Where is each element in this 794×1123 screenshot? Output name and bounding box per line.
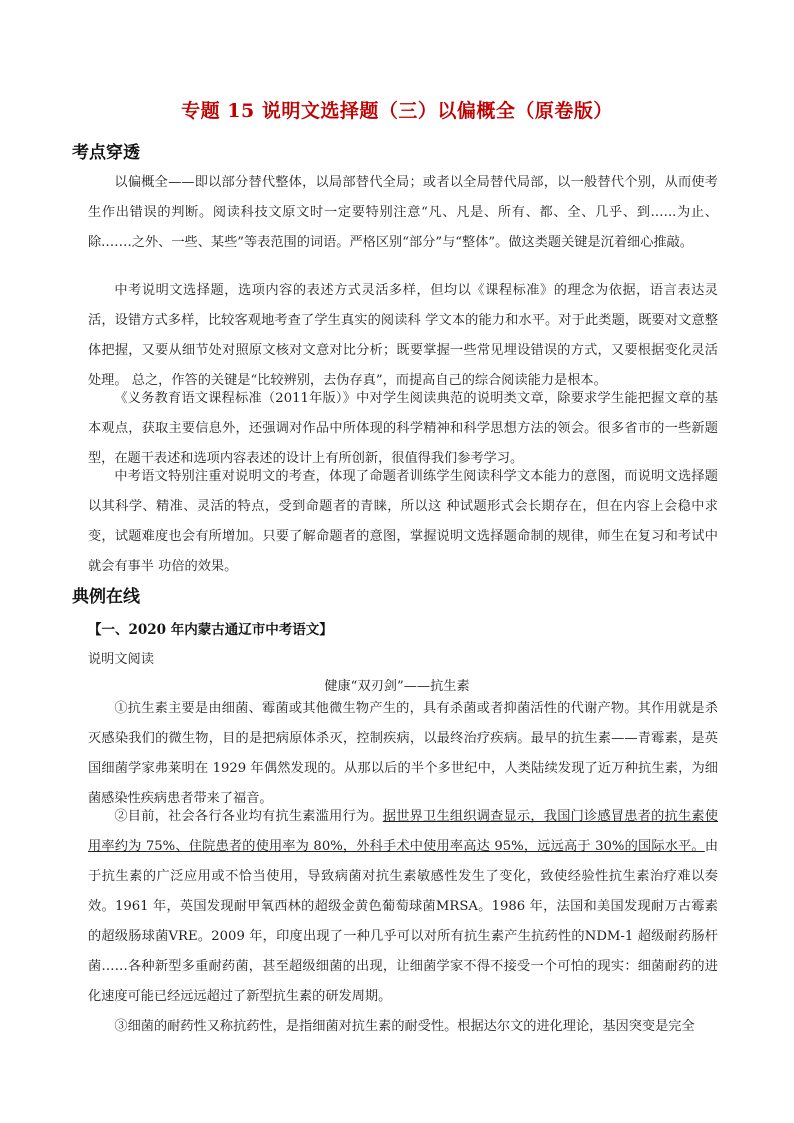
- article-p2-rest: 由于抗生素的广泛应用或不恰当使用，导致病菌对抗生素敏感性发生了变化，致使经验性抗生素治疗难以奏效。1961 年，英国发现耐甲氧西林的超级金黄色葡萄球菌MRSA。1986 年，法国和美国发现耐万古霉素的超级肠球菌VRE。2009 年，印度出现了一种几乎可以对所有抗生素产生抗药性的NDM-1 超级耐药肠杆菌……各种新型多重耐药菌，甚至超级细菌的出现，让细菌学家不得不接受一个可怕的现实：细菌耐药的进化速度可能已经远远超过了新型抗生素的研发周期。: [88, 839, 718, 1004]
- section-heading-dianli: 典例在线: [72, 587, 140, 607]
- intro-paragraph-3: 《义务教育语文课程标准（2011年版）》中对学生阅读典范的说明类文章，除要求学生能把握文章的基本观点，获取主要信息外，还强调对作品中所体现的科学精神和科学思想方法的领会。很多省市的一些新题型，在题干表述和选项内容表述的设计上有所创新，很值得我们参考学习。: [88, 391, 718, 466]
- example-source-label: 【一、2020 年内蒙古通辽市中考语文】: [88, 622, 333, 638]
- article-paragraph-2: [88, 802, 718, 1012]
- page-title: 专题 15 说明文选择题（三）以偏概全（原卷版）: [181, 100, 613, 122]
- section-heading-kaodian: 考点穿透: [72, 143, 140, 163]
- intro-paragraph-1: 以偏概全——即以部分替代整体，以局部替代全局；或者以全局替代局部，以一般替代个别，从而使考生作出错误的判断。阅读科技文原文时一定要特别注意“凡、凡是、所有、都、全、几乎、到.…..为止、除.……之外、一些、某些”等表范围的词语。严格区别“部分”与“整体”。做这类题关键是沉着细心推敲。: [88, 175, 718, 250]
- article-p2-intro: ②目前，社会各行各业均有抗生素滥用行为。: [114, 809, 383, 824]
- intro-paragraph-2: 中考说明文选择题，选项内容的表述方式灵活多样，但均以《课程标准》的理念为依据，语言表达灵活，设错方式多样，比较客观地考查了学生真实的阅读科 学文本的能力和水平。对于此类题，既要对文意整体把握，又要从细节处对照原文核对文意对比分析；既要掌握一些常见埋设错误的方式，又要根据变化灵活处理。 总之，作答的关键是“比较辨别，去伪存真”，而提高自己的综合阅读能力是根本。: [88, 283, 718, 388]
- article-paragraph-1: ①抗生素主要是由细菌、霉菌或其他微生物产生的，具有杀菌或者抑菌活性的代谢产物。其作用就是杀灭感染我们的微生物，目的是把病原体杀灭，控制疾病，以最终治疗疾病。最早的抗生素——青霉素，是英国细菌学家弗莱明在 1929 年偶然发现的。从那以后的半个多世纪中，人类陆续发现了近万种抗生素，为细菌感染性疾病患者带来了福音。: [88, 701, 718, 806]
- intro-paragraph-4: 中考语文特别注重对说明文的考查，体现了命题者训练学生阅读科学文本能力的意图，而说明文选择题以其科学、精准、灵活的特点，受到命题者的青睐，所以这 种试题形式会长期存在，但在内容上会稳中求变，试题难度也会有所增加。只要了解命题者的意图，掌握说明文选择题命制的规律，师生在复习和考试中就会有事半 功倍的效果。: [88, 469, 718, 574]
- article-p2-underlined: 据世界卫生组织调查显示，我国门诊感冒患者的抗生素使用率约为 75%、住院患者的使用率为 80%，外科手术中使用率高达 95%，远远高于 30%的国际水平。: [88, 809, 718, 854]
- article-paragraph-3: ③细菌的耐药性又称抗药性，是指细菌对抗生素的耐受性。根据达尔文的进化理论，基因突变是完全: [114, 1019, 695, 1034]
- article-title: 健康“双刃剑”——抗生素: [324, 679, 470, 694]
- reading-type-label: 说明文阅读: [88, 652, 154, 667]
